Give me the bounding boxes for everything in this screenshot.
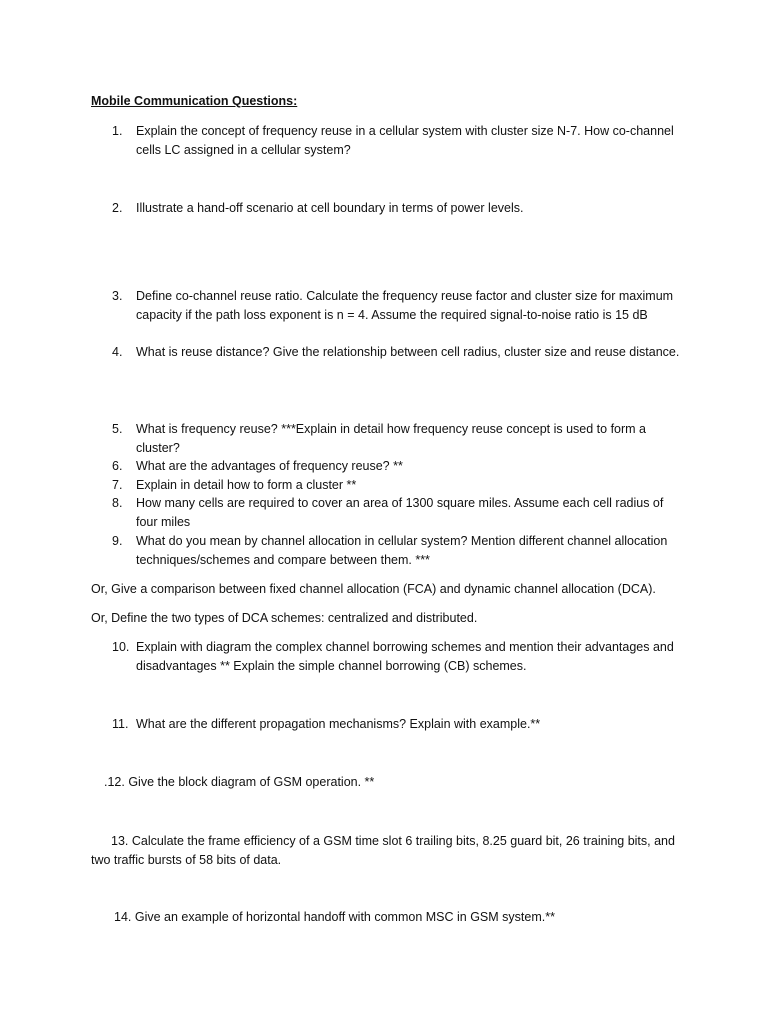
question-text: What is reuse distance? Give the relationship between cell radius, cluster size and reuse distance. (136, 345, 680, 359)
question-item (112, 420, 682, 457)
question-text: How many cells are required to cover an area of 1300 square miles. Assume each cell radius of four miles (136, 496, 664, 529)
question-text: What are the different propagation mechanisms? Explain with example.** (136, 717, 541, 731)
question-item-12: .12. Give the block diagram of GSM operation. ** (104, 775, 375, 789)
question-number: 4. (112, 345, 123, 359)
question-number: 2. (112, 201, 123, 215)
question-text: Define co-channel reuse ratio. Calculate the frequency reuse factor and cluster size for maximum capacity if the path loss exponent is n = 4. Assume the required signal-to-noise ratio is 15 dB (136, 289, 674, 322)
question-text: What do you mean by channel allocation in cellular system? Mention different channel allocation techniques/schemes and compare between them. *** (136, 534, 668, 567)
question-number: 1. (112, 124, 123, 138)
question-item (112, 122, 682, 159)
question-number: 9. (112, 534, 123, 548)
alternate-question: Or, Define the two types of DCA schemes: centralized and distributed. (91, 611, 478, 625)
question-number: 7. (112, 478, 123, 492)
question-item (112, 715, 682, 734)
question-number: 5. (112, 422, 123, 436)
question-item (112, 199, 682, 218)
question-item (112, 457, 682, 476)
question-text: Explain in detail how to form a cluster ** (136, 478, 357, 492)
question-item-14: 14. Give an example of horizontal handoff with common MSC in GSM system.** (114, 910, 555, 924)
question-number: 10. (112, 640, 130, 654)
question-number: 11. (112, 717, 129, 731)
document-title: Mobile Communication Questions: (91, 94, 298, 108)
question-item-13: 13. Calculate the frame efficiency of a GSM time slot 6 trailing bits, 8.25 guard bit, 26 training bits, and two traffic bursts of 58 bits of data. (91, 834, 675, 867)
question-item (112, 532, 682, 569)
question-item (112, 343, 682, 362)
question-text: Illustrate a hand-off scenario at cell boundary in terms of power levels. (136, 201, 524, 215)
alternate-question: Or, Give a comparison between fixed channel allocation (FCA) and dynamic channel allocation (DCA). (91, 582, 656, 596)
question-number: 3. (112, 289, 123, 303)
question-text: What are the advantages of frequency reuse? ** (136, 459, 403, 473)
question-number: 8. (112, 496, 123, 510)
question-item (112, 638, 682, 675)
question-number: 6. (112, 459, 123, 473)
question-text: What is frequency reuse? ***Explain in detail how frequency reuse concept is used to form a cluster? (136, 422, 646, 455)
question-item (112, 287, 682, 324)
question-text: Explain with diagram the complex channel borrowing schemes and mention their advantages and disadvantages ** Explain the simple channel borrowing (CB) schemes. (136, 640, 674, 673)
question-item (112, 494, 682, 531)
question-item (112, 476, 682, 495)
question-text: Explain the concept of frequency reuse in a cellular system with cluster size N-7. How co-channel cells LC assigned in a cellular system? (136, 124, 674, 157)
